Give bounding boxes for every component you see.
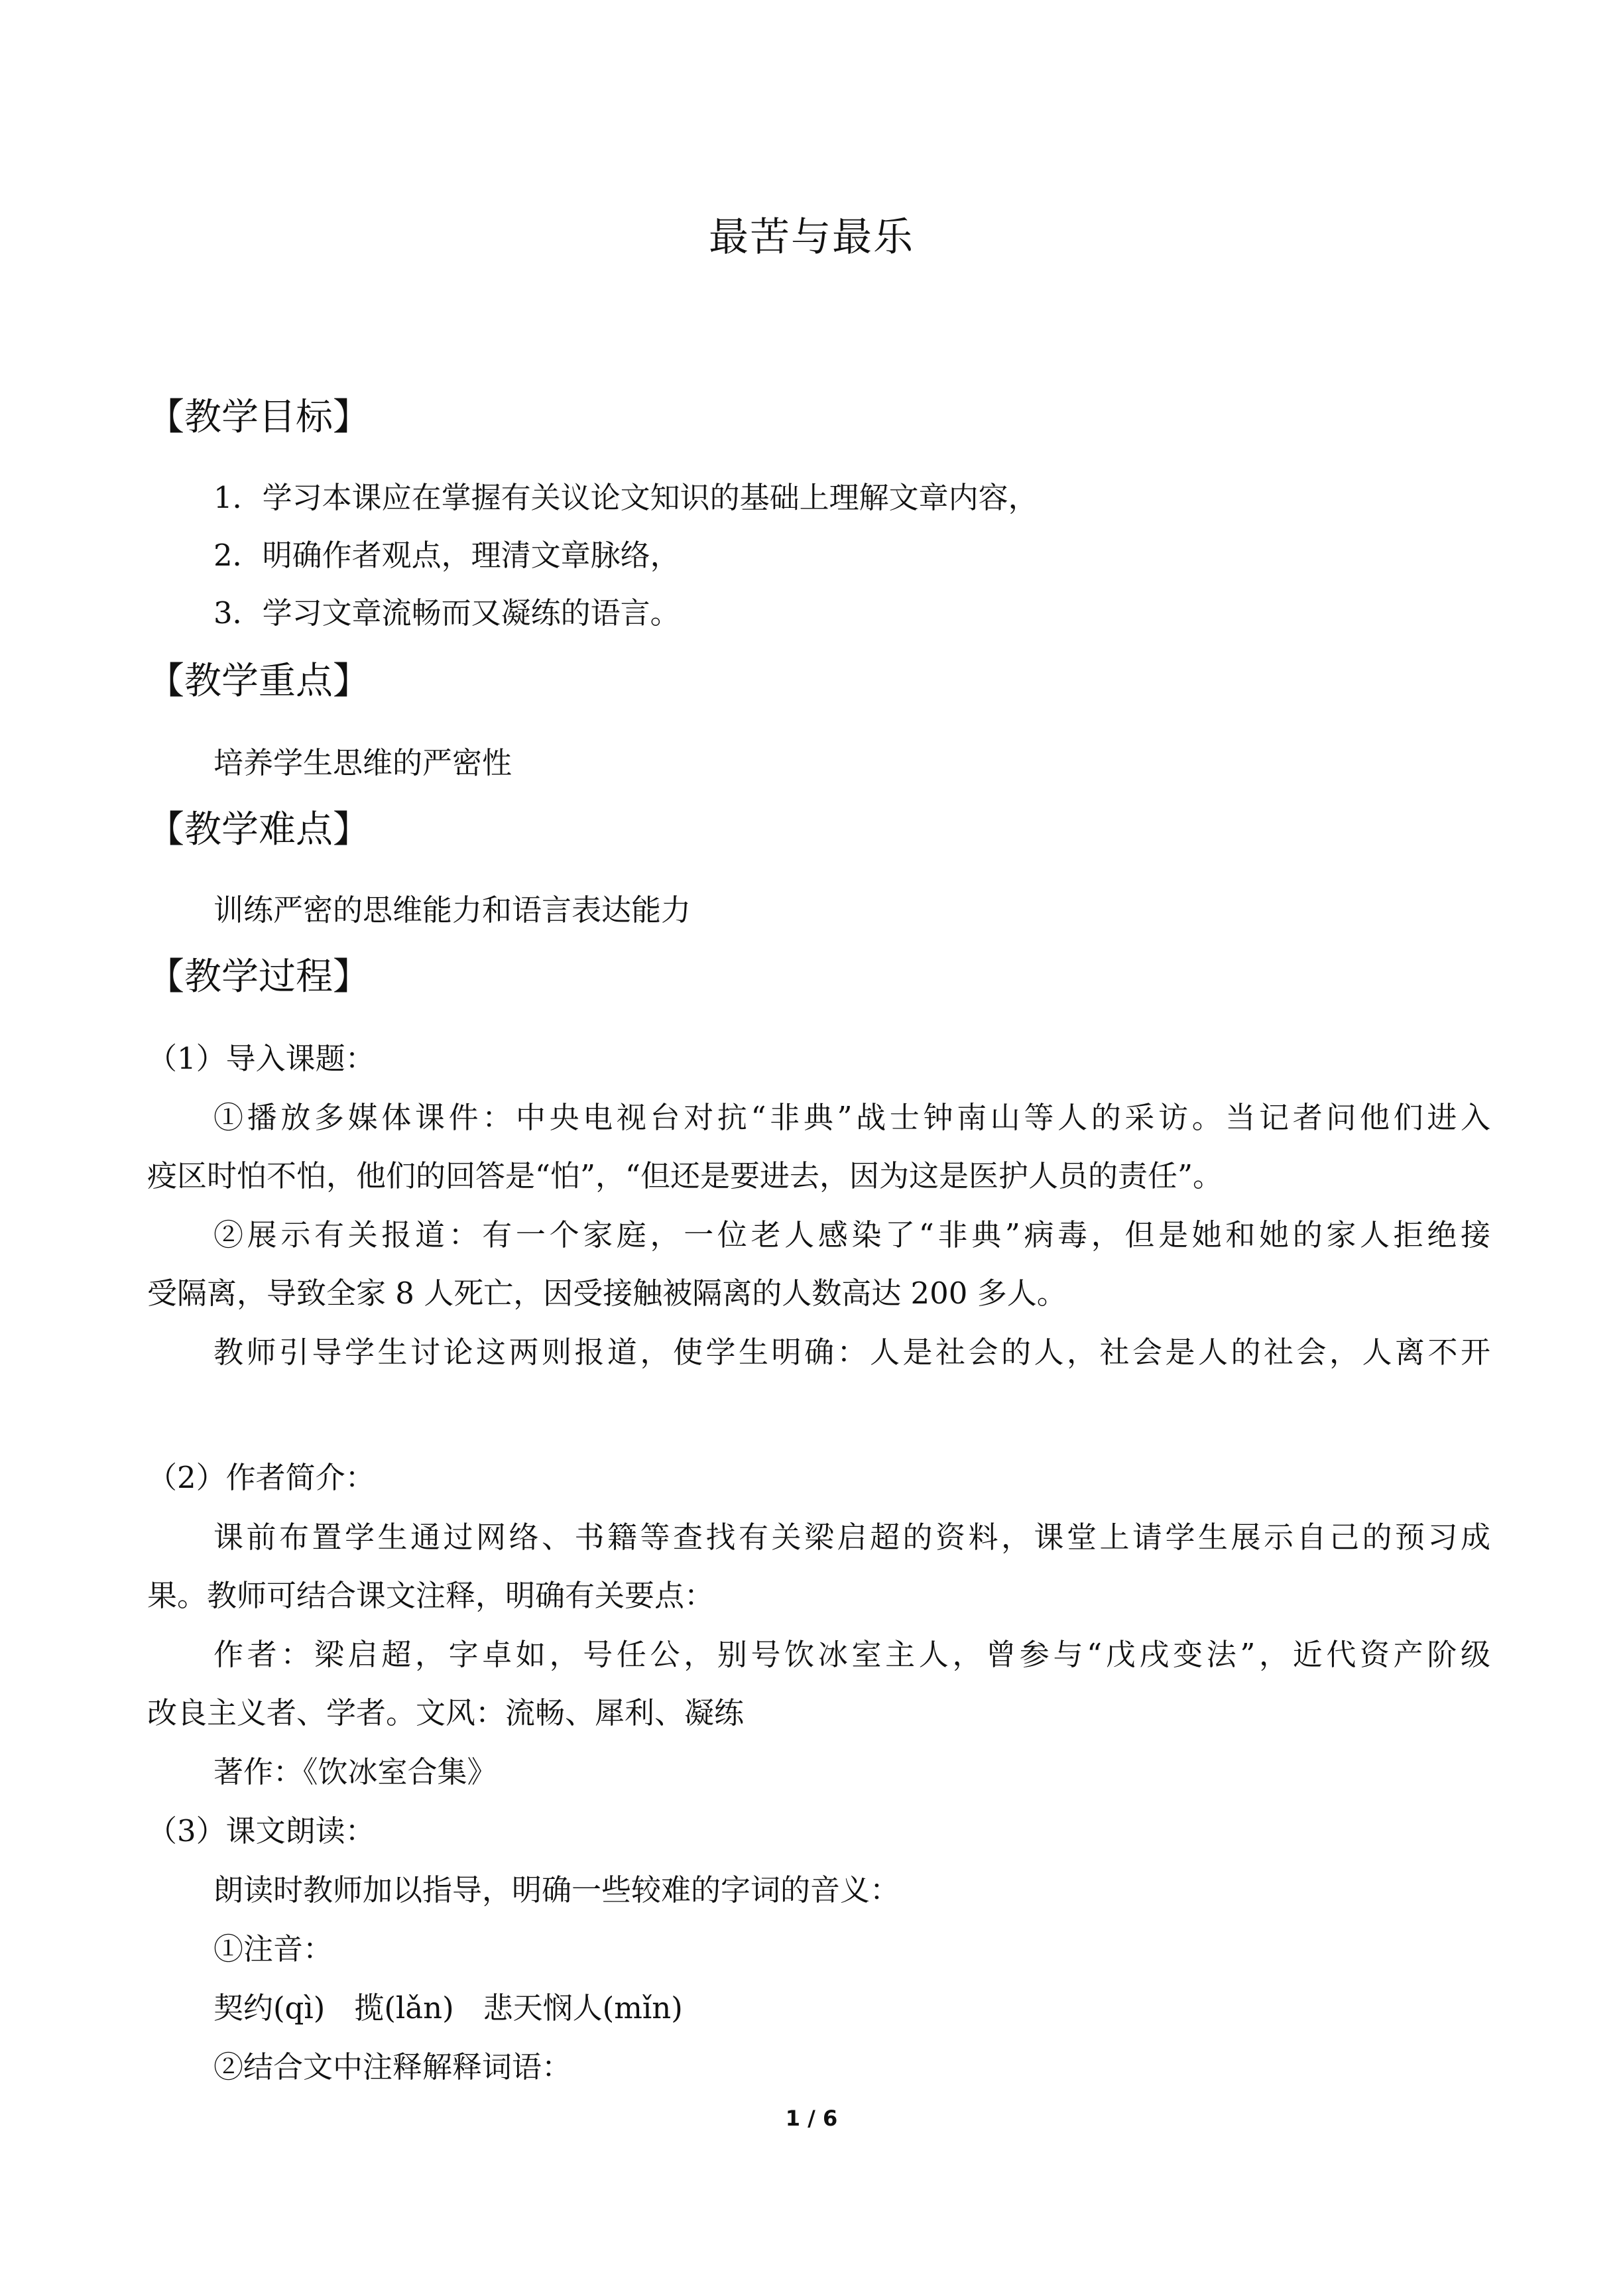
intro-paragraph-2-line-2: 受隔离，导致全家 8 人死亡，因受接触被隔离的人数高达 200 多人。 — [147, 1276, 1067, 1311]
author-paragraph-2-line-2: 改良主义者、学者。文风：流畅、犀利、凝练 — [147, 1695, 745, 1730]
pronunciation-item: 契约(qì) — [213, 1990, 326, 2025]
objectives-heading: 【教学目标】 — [147, 396, 370, 439]
author-paragraph-1-line-2: 果。教师可结合课文注释，明确有关要点： — [147, 1578, 715, 1613]
vocabulary-label: ②结合文中注释解释词语： — [213, 2049, 572, 2085]
key-points-heading: 【教学重点】 — [147, 660, 370, 703]
reading-paragraph: 朗读时教师加以指导，明确一些较难的字词的音义： — [213, 1872, 900, 1907]
pronunciation-item: 悲天悯人(mǐn) — [483, 1990, 683, 2025]
process-heading: 【教学过程】 — [147, 955, 370, 998]
intro-paragraph-2-line-1: ②展示有关报道：有一个家庭，一位老人感染了“非典”病毒，但是她和她的家人拒绝接 — [213, 1217, 1490, 1252]
author-paragraph-2-line-1: 作者：梁启超，字卓如，号任公，别号饮冰室主人，曾参与“戊戌变法”，近代资产阶级 — [213, 1637, 1490, 1672]
intro-label: （1）导入课题： — [147, 1041, 375, 1076]
page-number: 1 / 6 — [785, 2106, 838, 2131]
difficulties-heading: 【教学难点】 — [147, 808, 370, 851]
pronunciation-list — [213, 1988, 712, 2028]
key-points-text: 培养学生思维的严密性 — [213, 745, 512, 780]
author-label: （2）作者简介： — [147, 1460, 375, 1495]
author-works: 著作：《饮冰室合集》 — [213, 1754, 497, 1789]
pronunciation-label: ①注音： — [213, 1931, 333, 1966]
objective-item-3: 3．学习文章流畅而又凝练的语言。 — [213, 595, 680, 631]
objective-item-1: 1．学习本课应在掌握有关议论文知识的基础上理解文章内容， — [213, 480, 1038, 515]
intro-paragraph-1-line-2: 疫区时怕不怕，他们的回答是“怕”，“但还是要进去，因为这是医护人员的责任”。 — [147, 1158, 1223, 1193]
intro-paragraph-1-line-1: ①播放多媒体课件：中央电视台对抗“非典”战士钟南山等人的采访。当记者问他们进入 — [213, 1100, 1490, 1135]
reading-label: （3）课文朗读： — [147, 1813, 375, 1848]
pronunciation-item: 揽(lǎn) — [354, 1990, 454, 2025]
author-paragraph-1-line-1: 课前布置学生通过网络、书籍等查找有关梁启超的资料，课堂上请学生展示自己的预习成 — [213, 1520, 1490, 1555]
page-title: 最苦与最乐 — [709, 214, 914, 261]
difficulties-text: 训练严密的思维能力和语言表达能力 — [213, 892, 691, 928]
intro-paragraph-3-line-1: 教师引导学生讨论这两则报道，使学生明确：人是社会的人，社会是人的社会，人离不开 — [213, 1335, 1490, 1370]
objective-item-2: 2．明确作者观点，理清文章脉络， — [213, 538, 680, 573]
